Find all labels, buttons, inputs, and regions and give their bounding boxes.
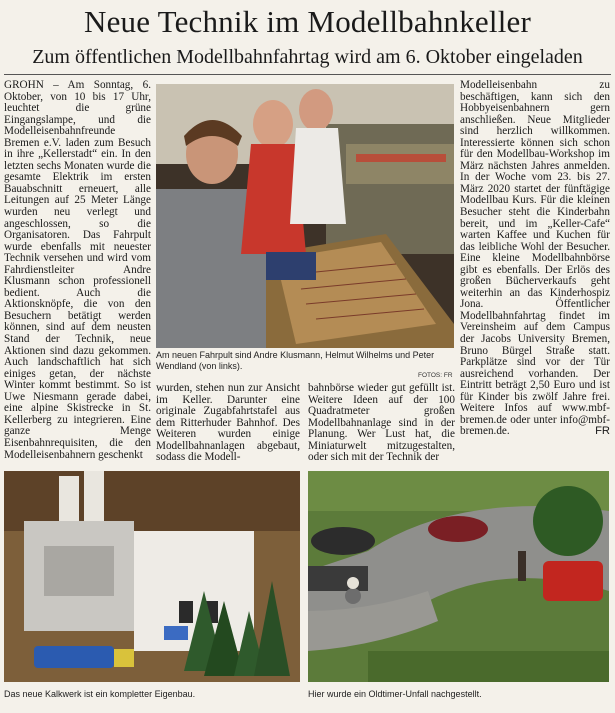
subheadline: Zum öffentlichen Modellbahnfahrtag wird am 6. Oktober eingeladen [32,46,583,68]
main-photo-caption: Am neuen Fahrpult sind Andre Klusmann, Helmut Wilhelms und Peter Wendland (von links). [156,350,435,371]
photo-credit: FOTOS: FR [418,372,453,379]
lime-works-image [4,471,300,682]
column-4-body: Modelleisenbahn zu beschäftigen, kann sich den Hobbyeisenbahnern gern anschließen. Neue Mitglieder sind herzlich willkommen. Interessierte können sich schon für den Modellbau-Workshop im März nächsten Jahres anmelden. In der Woche vom 23. bis 27. März 2020 startet der fünftägige Modellbau Kurs. Für die kleinen Besucher steht die Kinderbahn bereit, und im „Keller-Cafe“ warten Kaffee und Kuchen für das leibliche Wohl der Besucher. Eine kleine Modellbahnbörse gibt es ebenfalls. Der Erlös des großen Bücherverkaufs geht weiterhin an das Kinderhospiz Jona. Öffentlicher Modellbahnfahrtag findet im Vereinsheim auf dem Campus der Jacobs University Bremen, Bruno Bürgel Straße statt. Parkplätze sind vor der Tür ausreichend vorhanden. Der Eintritt beträgt 2,50 Euro und ist für Kinder bis zwölf Jahre frei. Weitere Infos auf www.mbf-bremen.de oder unter info@mbf-bremen.de. [460,80,610,438]
article-column-1 [4,80,151,468]
author-signature: FR [595,425,610,438]
bottom-left-caption: Das neue Kalkwerk ist ein kompletter Eigenbau. [4,689,196,699]
headline: Neue Technik im Modellbahnkeller [84,4,531,39]
column-3-text: bahnbörse wieder gut gefüllt ist. Weitere Ideen auf der 100 Quadratmeter großen Modellbahnanlage sind in der Planung. Wer Lust hat, die Miniaturwelt mitzugestalten, oder sich mit der Technik der [308,383,455,463]
oldtimer-accident-image [308,471,609,682]
bottom-right-photo [308,471,609,682]
main-photo-image [156,84,454,348]
article-column-2 [156,383,300,463]
main-photo [156,84,454,348]
column-2-text: wurden, stehen nun zur Ansicht im Keller. Darunter eine originale Zugabfahrtstafel aus dem Ritterhuder Bahnhof. Des Weiteren wurden einige Modellbahnanlagen abgebaut, sodass die Modell- [156,383,300,463]
bottom-left-photo [4,471,300,682]
column-1-text: GROHN – Am Sonntag, 6. Oktober, von 10 bis 17 Uhr, leuchtet die grüne Eingangslampe, und die Modelleisenbahnfreunde Bremen e.V. laden zum Besuch in ihre „Kellerstadt“ ein. In den letzten sechs Monaten wurde die gesamte Elektrik im ersten Bauabschnitt erneuert, alle Leitungen auf 25 Meter Länge wurden neu verlegt und angeschlossen, so die Organisatoren. Das Fahrpult wurde ebenfalls mit neuester Technik versehen und wird vom Fahrdienstleiter Andre Klusmann schon professionell bedient. Auch die Aktionsknöpfe, die von den Besuchern betätigt werden können, sind auf dem neusten Stand der Technik, neue Aktionen sind dazu gekommen. Auch landschaftlich hat sich einiges getan, der nächste Winter kommt bestimmt. So ist Uwe Niesmann gerade dabei, eine alpine Skistrecke in St. Kellerberg zu integrieren. Eine ganze Menge Eisenbahnrequisiten, die den Modelleisenbahnern geschenkt [4,80,151,461]
divider [4,74,611,75]
article-column-4 [460,80,610,468]
article-column-3 [308,383,455,463]
bottom-right-caption: Hier wurde ein Oldtimer-Unfall nachgestellt. [308,689,482,699]
column-4-text [460,80,610,438]
